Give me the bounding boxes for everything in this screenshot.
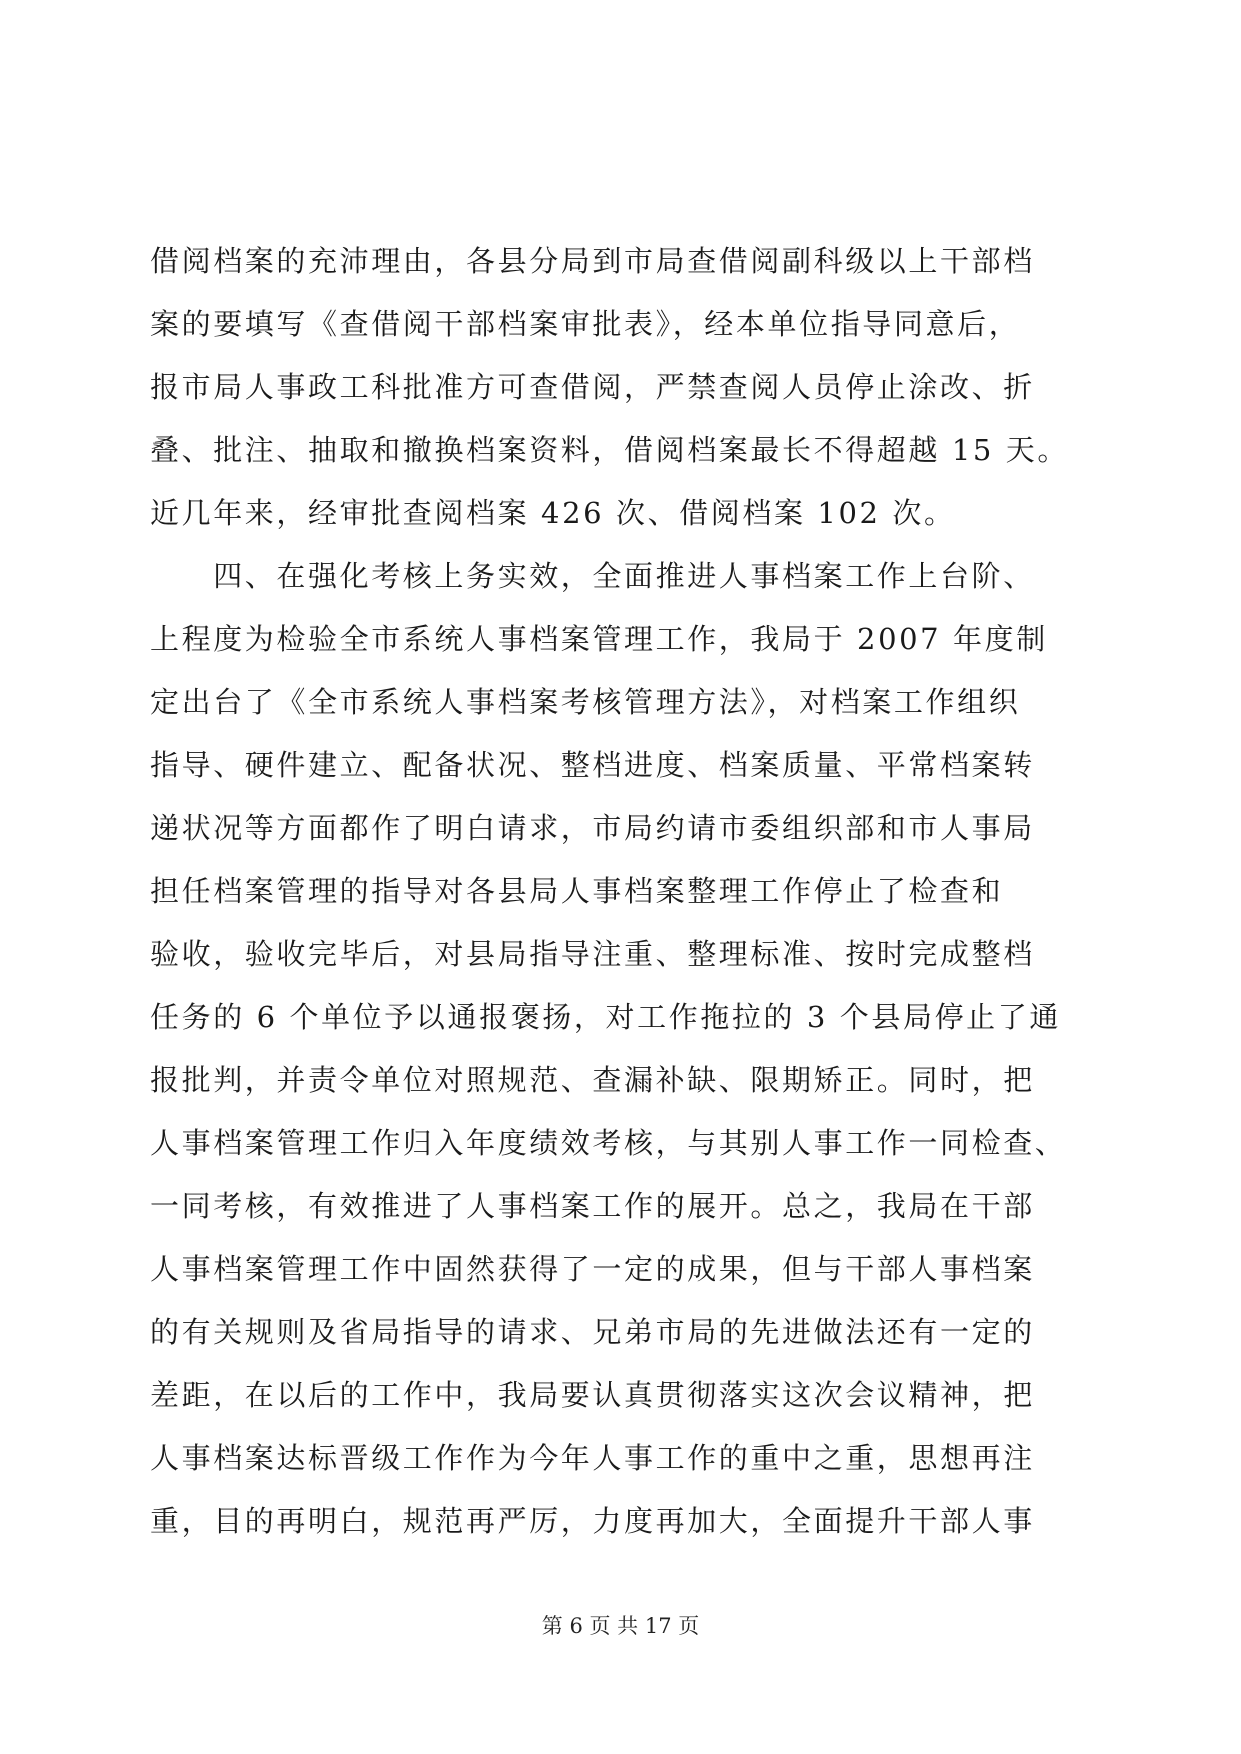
text-line: 四、在强化考核上务实效，全面推进人事档案工作上台阶、 — [150, 559, 1035, 593]
text-line: 的有关规则及省局指导的请求、兄弟市局的先进做法还有一定的 — [150, 1315, 1035, 1349]
text-line: 一同考核，有效推进了人事档案工作的展开。总之，我局在干部 — [150, 1189, 1035, 1223]
text-line: 重，目的再明白，规范再严厉，力度再加大，全面提升干部人事 — [150, 1504, 1035, 1538]
text-line: 差距，在以后的工作中，我局要认真贯彻落实这次会议精神，把 — [150, 1378, 1035, 1412]
text-line: 指导、硬件建立、配备状况、整档进度、档案质量、平常档案转 — [150, 748, 1035, 782]
text-line: 验收，验收完毕后，对县局指导注重、整理标准、按时完成整档 — [150, 937, 1035, 971]
text-line: 人事档案管理工作归入年度绩效考核，与其别人事工作一同检查、 — [150, 1126, 1067, 1160]
text-line: 递状况等方面都作了明白请求，市局约请市委组织部和市人事局 — [150, 811, 1035, 845]
text-line: 定出台了《全市系统人事档案考核管理方法》，对档案工作组织 — [150, 685, 1021, 719]
body-text — [150, 230, 1100, 1553]
text-line: 近几年来，经审批查阅档案 426 次、借阅档案 102 次。 — [150, 496, 956, 530]
text-line: 任务的 6 个单位予以通报褒扬，对工作拖拉的 3 个县局停止了通 — [150, 1000, 1061, 1034]
text-line: 人事档案达标晋级工作作为今年人事工作的重中之重，思想再注 — [150, 1441, 1035, 1475]
text-line: 上程度为检验全市系统人事档案管理工作，我局于 2007 年度制 — [150, 622, 1048, 656]
text-line: 担任档案管理的指导对各县局人事档案整理工作停止了检查和 — [150, 874, 1004, 908]
page-number: 第 6 页 共 17 页 — [541, 1614, 700, 1638]
text-line: 案的要填写《查借阅干部档案审批表》，经本单位指导同意后， — [150, 307, 1021, 341]
text-line: 叠、批注、抽取和撤换档案资料，借阅档案最长不得超越 15 天。 — [150, 433, 1069, 467]
text-line: 借阅档案的充沛理由，各县分局到市局查借阅副科级以上干部档 — [150, 244, 1035, 278]
text-line: 报批判，并责令单位对照规范、查漏补缺、限期矫正。同时，把 — [150, 1063, 1035, 1097]
page-footer — [0, 1612, 1241, 1640]
text-line: 人事档案管理工作中固然获得了一定的成果，但与干部人事档案 — [150, 1252, 1035, 1286]
text-line: 报市局人事政工科批准方可查借阅，严禁查阅人员停止涂改、折 — [150, 370, 1035, 404]
